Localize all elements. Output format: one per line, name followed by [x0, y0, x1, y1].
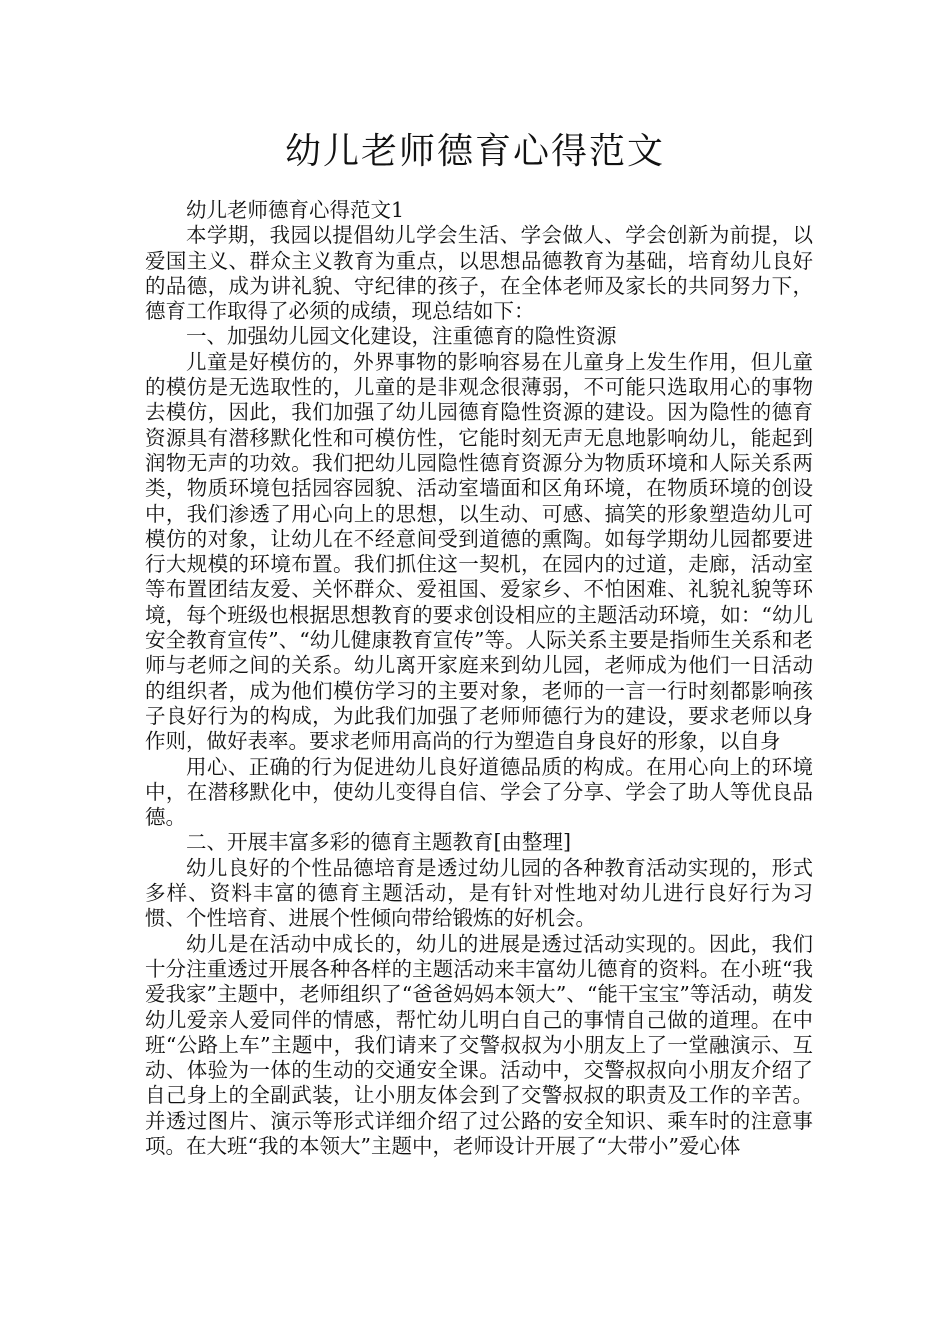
document-body	[145, 198, 813, 1159]
section-heading-2: 二、开展丰富多彩的德育主题教育[由整理]	[186, 830, 571, 855]
paragraph-intro: 本学期，我园以提倡幼儿学会生活、学会做人、学会创新为前提，以爱国主义、群众主义教育为重点，以思想品德教育为基础，培育幼儿良好的品德，成为讲礼貌、守纪律的孩子，在全体老师及家长的共同努力下，德育工作取得了必须的成绩，现总结如下：	[145, 223, 813, 324]
section-heading-1: 一、加强幼儿园文化建设，注重德育的隐性资源	[186, 324, 617, 349]
paragraph-subtitle: 幼儿老师德育心得范文1	[186, 198, 405, 222]
paragraph: 幼儿良好的个性品德培育是透过幼儿园的各种教育活动实现的，形式多样、资料丰富的德育主题活动，是有针对性地对幼儿进行良好行为习惯、个性培育、进展个性倾向带给锻炼的好机会。	[145, 855, 813, 931]
paragraph: 儿童是好模仿的，外界事物的影响容易在儿童身上发生作用，但儿童的模仿是无选取性的，儿童的是非观念很薄弱，不可能只选取用心的事物去模仿，因此，我们加强了幼儿园德育隐性资源的建设。因为隐性的德育资源具有潜移默化性和可模仿性，它能时刻无声无息地影响幼儿，能起到润物无声的功效。我们把幼儿园隐性德育资源分为物质环境和人际关系两类，物质环境包括园容园貌、活动室墙面和区角环境，在物质环境的创设中，我们渗透了用心向上的思想，以生动、可感、搞笑的形象塑造幼儿可模仿的对象，让幼儿在不经意间受到道德的熏陶。如每学期幼儿园都要进行大规模的环境布置。我们抓住这一契机，在园内的过道，走廊，活动室等布置团结友爱、关怀群众、爱祖国、爱家乡、不怕困难、礼貌礼貌等环境，每个班级也根据思想教育的要求创设相应的主题活动环境，如：“幼儿安全教育宣传”、“幼儿健康教育宣传”等。人际关系主要是指师生关系和老师与老师之间的关系。幼儿离开家庭来到幼儿园，老师成为他们一日活动的组织者，成为他们模仿学习的主要对象，老师的一言一行时刻都影响孩子良好行为的构成，为此我们加强了老师师德行为的建设，要求老师以身作则，做好表率。要求老师用高尚的行为塑造自身良好的形象，以自身	[145, 349, 813, 754]
paragraph: 幼儿是在活动中成长的，幼儿的进展是透过活动实现的。因此，我们十分注重透过开展各种各样的主题活动来丰富幼儿德育的资料。在小班“我爱我家”主题中，老师组织了“爸爸妈妈本领大”、“能干宝宝”等活动，萌发幼儿爱亲人爱同伴的情感，帮忙幼儿明白自己的事情自己做的道理。在中班“公路上车”主题中，我们请来了交警叔叔为小朋友上了一堂融演示、互动、体验为一体的生动的交通安全课。活动中，交警叔叔向小朋友介绍了自己身上的全副武装，让小朋友体会到了交警叔叔的职责及工作的辛苦。并透过图片、演示等形式详细介绍了过公路的安全知识、乘车时的注意事项。在大班“我的本领大”主题中，老师设计开展了“大带小”爱心体	[145, 931, 813, 1158]
paragraph: 用心、正确的行为促进幼儿良好道德品质的构成。在用心向上的环境中，在潜移默化中，使幼儿变得自信、学会了分享、学会了助人等优良品德。	[145, 754, 813, 830]
document-title: 幼儿老师德育心得范文	[284, 131, 665, 172]
